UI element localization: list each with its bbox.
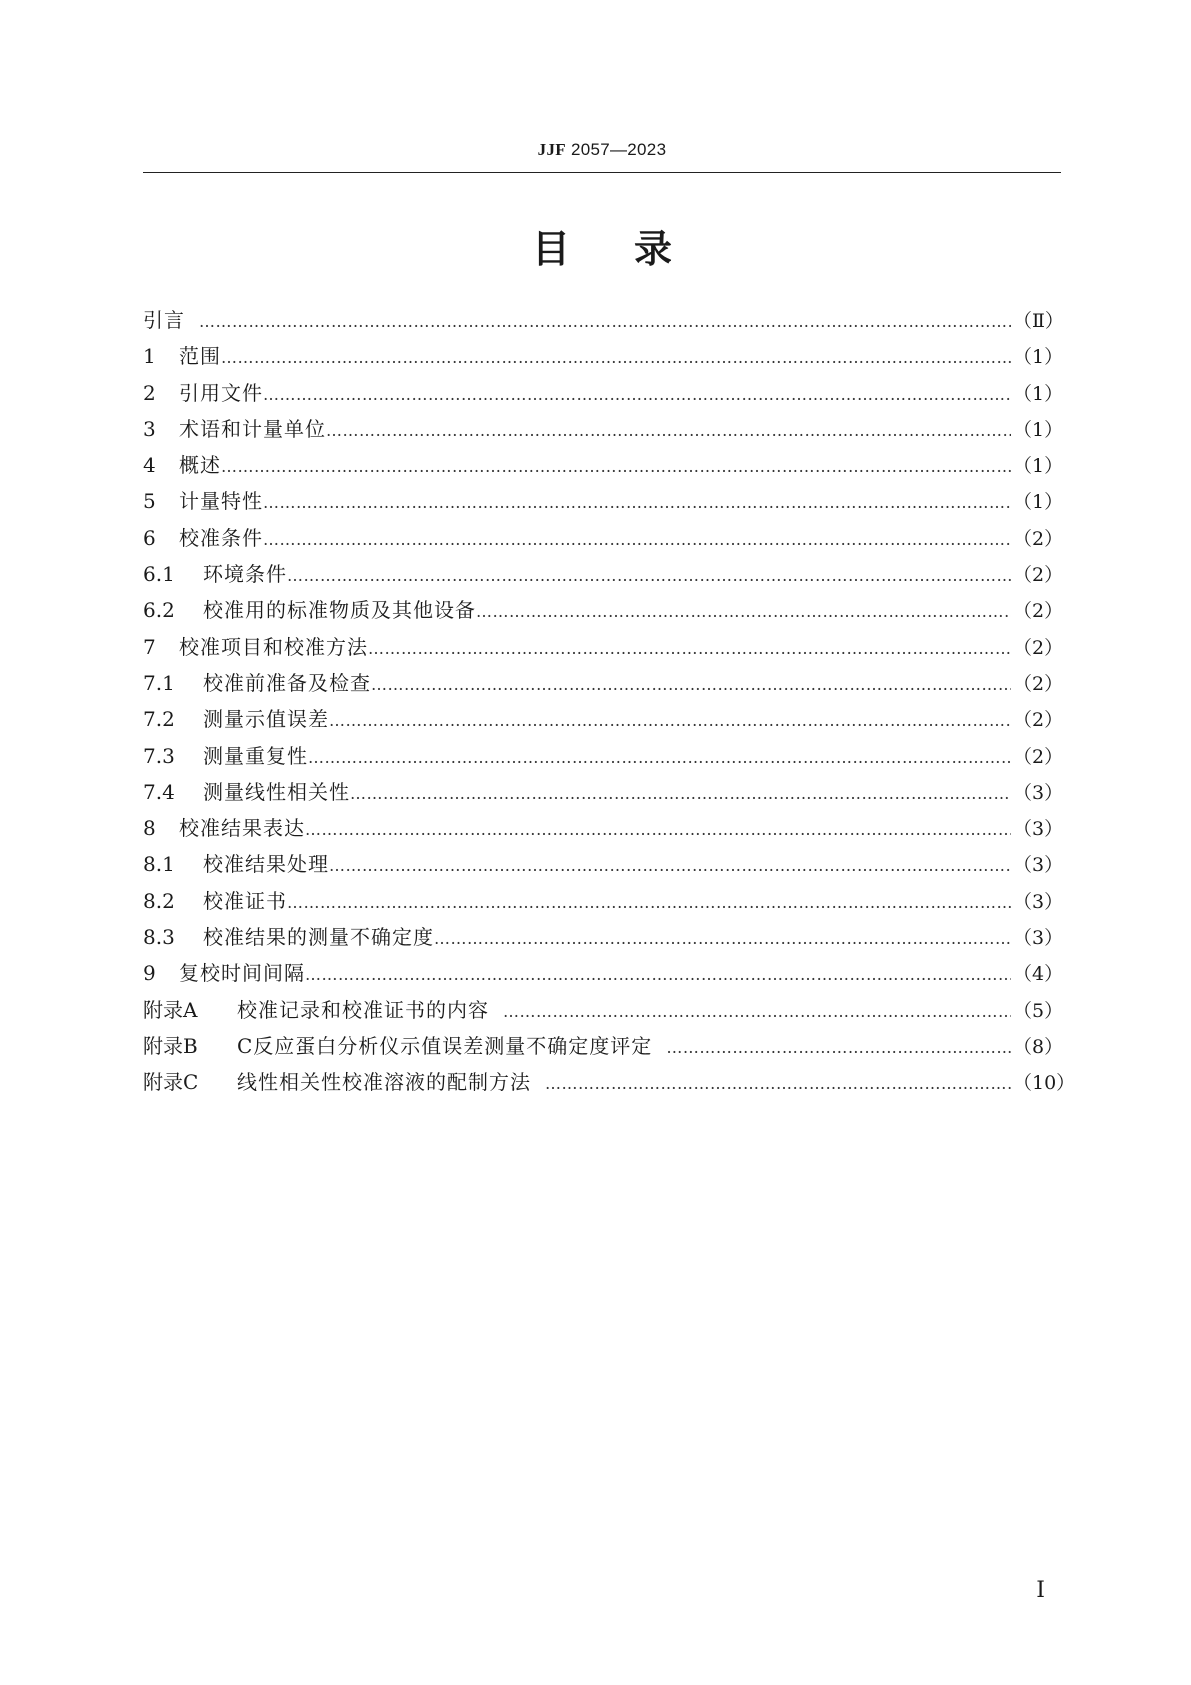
page-number: Ⅰ [1036, 1578, 1045, 1603]
toc-leader-dots [350, 784, 1011, 803]
toc-entry-8-1[interactable] [143, 848, 1064, 884]
toc-entry-page: （4） [1013, 963, 1064, 986]
toc-leader-dots [287, 566, 1011, 585]
toc-entry-number: 9 [143, 961, 156, 986]
toc-entry-label: 计量特性 [179, 489, 263, 514]
toc-entry-appendix-b[interactable] [143, 1030, 1064, 1066]
toc-leader-dots [308, 748, 1011, 767]
toc-entry-page: （2） [1013, 709, 1064, 732]
toc-entry-page: （1） [1013, 418, 1064, 441]
toc-entry-page: （5） [1013, 999, 1064, 1022]
toc-entry-3[interactable] [143, 413, 1064, 449]
toc-leader-dots [329, 711, 1011, 730]
toc-entry-number: 8.3 [143, 925, 175, 950]
toc-entry-label: 校准项目和校准方法 [179, 634, 368, 659]
toc-entry-number: 附录A [143, 997, 198, 1022]
toc-entry-label: 校准结果处理 [203, 852, 329, 877]
toc-leader-dots [305, 820, 1011, 839]
toc-entry-page: （2） [1013, 564, 1064, 587]
toc-entry-page: （3） [1013, 890, 1064, 913]
toc-leader-dots [263, 385, 1011, 404]
toc-leader-dots [221, 457, 1011, 476]
toc-entry-9[interactable] [143, 957, 1064, 993]
toc-leader-dots [368, 639, 1011, 658]
running-header [143, 140, 1061, 160]
toc-entry-number: 附录B [143, 1033, 198, 1058]
toc-entry-7[interactable] [143, 631, 1064, 667]
toc-entry-1[interactable] [143, 340, 1064, 376]
toc-entry-number: 3 [143, 416, 156, 441]
toc-entry-number: 6.2 [143, 598, 175, 623]
toc-leader-dots [329, 856, 1011, 875]
toc-entry-label: 概述 [179, 453, 221, 478]
toc-entry-number: 1 [143, 344, 156, 369]
toc-entry-number: 7 [143, 634, 156, 659]
standard-code-prefix: JJF [537, 140, 566, 159]
toc-entry-7-1[interactable] [143, 667, 1064, 703]
toc-entry-label: C反应蛋白分析仪示值误差测量不确定度评定 [237, 1033, 653, 1058]
toc-entry-7-2[interactable] [143, 703, 1064, 739]
toc-entry-page: （2） [1013, 600, 1064, 623]
toc-entry-label: 环境条件 [203, 562, 287, 587]
toc-entry-label: 校准用的标准物质及其他设备 [203, 598, 476, 623]
toc-leader-dots [371, 675, 1011, 694]
toc-entry-8-2[interactable] [143, 885, 1064, 921]
toc-entry-page: （2） [1013, 527, 1064, 550]
toc-entry-label: 测量线性相关性 [203, 779, 350, 804]
toc-entry-number: 7.4 [143, 779, 175, 804]
toc-entry-label: 引用文件 [179, 380, 263, 405]
toc-entry-6-2[interactable] [143, 594, 1064, 630]
toc-entry-page: （3） [1013, 854, 1064, 877]
toc-leader-dots [305, 965, 1011, 984]
toc-entry-label: 校准证书 [203, 888, 287, 913]
toc-entry-8-3[interactable] [143, 921, 1064, 957]
toc-leader-dots [666, 1038, 1011, 1057]
toc-entry-number: 8 [143, 816, 156, 841]
toc-entry-label: 测量重复性 [203, 743, 308, 768]
toc-leader-dots [263, 530, 1011, 549]
toc-entry-6-1[interactable] [143, 558, 1064, 594]
header-rule [143, 172, 1061, 173]
toc-entry-page: （10） [1013, 1072, 1076, 1095]
toc-entry-appendix-c[interactable] [143, 1066, 1076, 1102]
toc-entry-page: （1） [1013, 455, 1064, 478]
toc-entry-number: 4 [143, 453, 156, 478]
toc-entry-8[interactable] [143, 812, 1064, 848]
toc-entry-number: 7.2 [143, 707, 175, 732]
toc-entry-page: （3） [1013, 781, 1064, 804]
toc-entry-page: （1） [1013, 491, 1064, 514]
toc-entry-number: 7.1 [143, 670, 175, 695]
toc-entry-label: 校准记录和校准证书的内容 [237, 997, 489, 1022]
toc-entry-page: （8） [1013, 1035, 1064, 1058]
toc-entry-6[interactable] [143, 522, 1064, 558]
toc-entry-5[interactable] [143, 485, 1064, 521]
toc-entry-number: 6.1 [143, 562, 175, 587]
toc-entry-label: 测量示值误差 [203, 707, 329, 732]
page-title: 目录 [531, 227, 736, 271]
toc-entry-2[interactable] [143, 377, 1064, 413]
toc-entry-label: 复校时间间隔 [179, 961, 305, 986]
toc-leader-dots [263, 493, 1011, 512]
toc-entry-page: （1） [1013, 382, 1064, 405]
toc-entry-page: （2） [1013, 636, 1064, 659]
toc-entry-7-4[interactable] [143, 776, 1064, 812]
toc-entry-number: 2 [143, 380, 156, 405]
toc-entry-number: 附录C [143, 1070, 199, 1095]
toc-entry-label: 范围 [179, 344, 221, 369]
toc-entry-page: （3） [1013, 818, 1064, 841]
toc-entry-number: 8.2 [143, 888, 175, 913]
toc-leader-dots [199, 312, 1011, 331]
toc-entry-appendix-a[interactable] [143, 994, 1064, 1030]
toc-entry-label: 校准前准备及检查 [203, 670, 371, 695]
toc-entry-number: 8.1 [143, 852, 175, 877]
standard-code-number: 2057—2023 [570, 140, 667, 159]
table-of-contents [143, 304, 1076, 1103]
toc-leader-dots [545, 1074, 1011, 1093]
toc-entry-label: 校准条件 [179, 525, 263, 550]
toc-entry-page: （2） [1013, 672, 1064, 695]
toc-leader-dots [326, 421, 1011, 440]
toc-entry-4[interactable] [143, 449, 1064, 485]
toc-entry-label: 线性相关性校准溶液的配制方法 [237, 1070, 531, 1095]
toc-leader-dots [287, 893, 1011, 912]
toc-leader-dots [476, 602, 1011, 621]
toc-entry-intro[interactable] [143, 304, 1064, 340]
toc-entry-page: （Ⅱ） [1013, 310, 1064, 332]
toc-entry-page: （2） [1013, 745, 1064, 768]
toc-entry-number: 5 [143, 489, 156, 514]
toc-entry-label: 校准结果的测量不确定度 [203, 925, 434, 950]
toc-entry-label: 校准结果表达 [179, 816, 305, 841]
toc-entry-number: 7.3 [143, 743, 175, 768]
toc-entry-number: 6 [143, 525, 156, 550]
toc-entry-label: 引言 [143, 308, 185, 332]
toc-entry-page: （3） [1013, 927, 1064, 950]
toc-entry-label: 术语和计量单位 [179, 416, 326, 441]
toc-entry-7-3[interactable] [143, 740, 1064, 776]
toc-entry-page: （1） [1013, 346, 1064, 369]
toc-leader-dots [221, 348, 1011, 367]
toc-leader-dots [503, 1002, 1011, 1021]
toc-leader-dots [434, 929, 1011, 948]
